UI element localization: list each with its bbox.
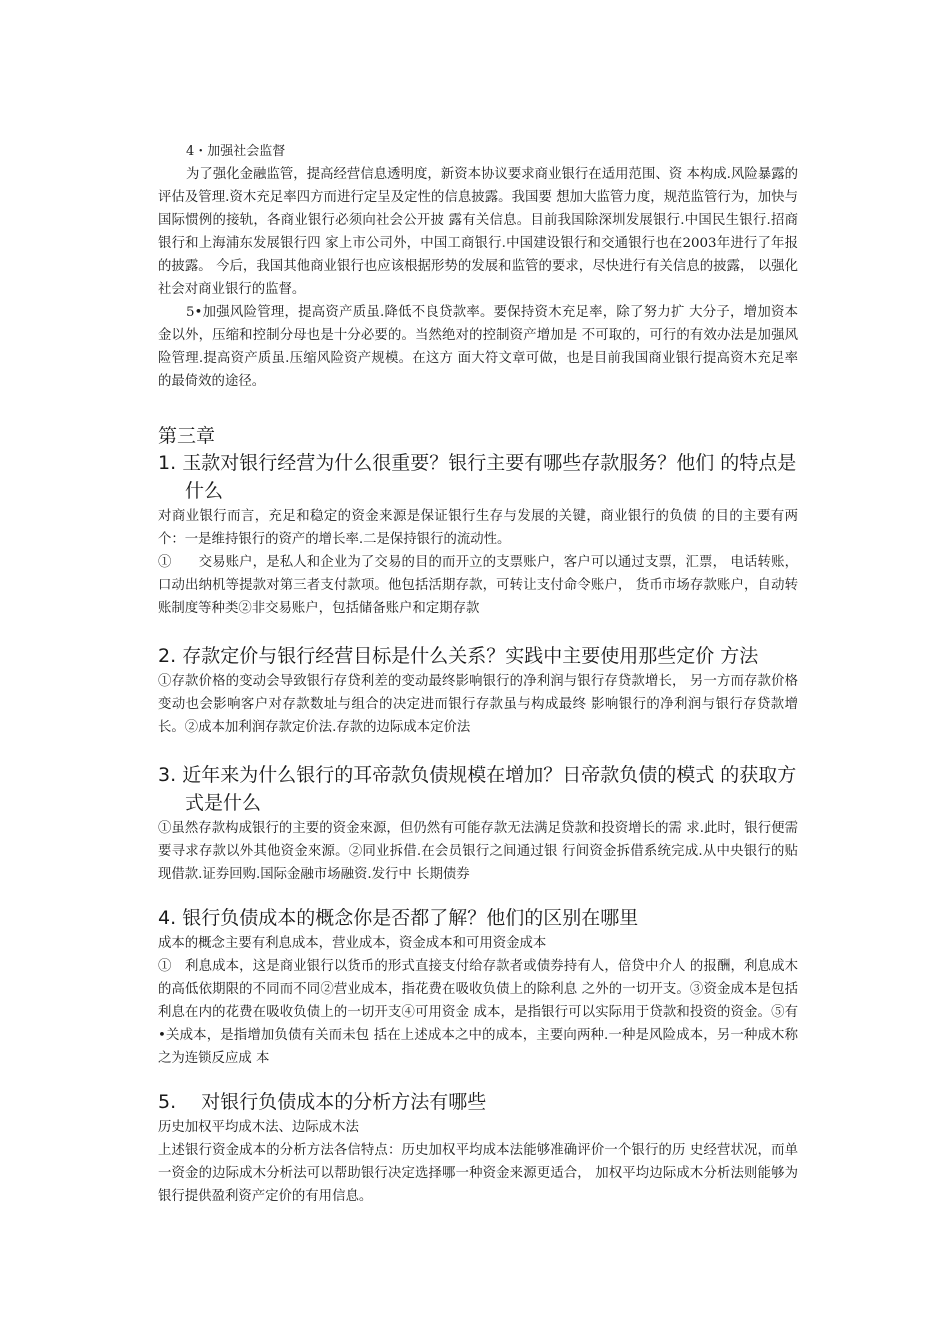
question-title: [158, 642, 798, 670]
answer-paragraph: ① 交易账户，是私人和企业为了交易的目的而开立的支票账户，客户可以通过支票，汇票， 电话转账，口动出纳机等提款对第三者支付款项。他包括活期存款，可转让支付命令账户， 货币市场存款账户，自动转账制度等种类②非交易账户，包括储备账户和定期存款: [158, 555, 798, 616]
question-title: [158, 1088, 798, 1116]
question-title: [158, 449, 798, 505]
question-1: [158, 449, 798, 620]
question-2: [158, 642, 798, 739]
question-text: 近年来为什么银行的耳帝款负债规模在增加？日帝款负债的模式 的获取方式是什么: [182, 764, 797, 814]
answer-paragraph: 成本的概念主要有利息成本，营业成本，资金成本和可用资金成本: [158, 936, 547, 951]
answer-paragraph: 上述银行资金成本的分析方法各信特点：历史加权平均成本法能够准确评价一个银行的历 史经营状况，而单一资金的边际成木分析法可以帮助银行决定选择哪一种资金来源更适合， 加权平均边际成木分析法则能够为银行提供盈利资产定价的有用信息。: [158, 1143, 798, 1204]
document-page: [158, 140, 798, 1208]
paragraph-social-supervision: 为了强化金融监管，提高经营信息透明度，新资本协议要求商业银行在适用范围、资 本构成.风险暴露的评估及管理.资木充足率四方而进行定呈及定性的信息披露。我国要 想加大监管力度，规范监管行为，加快与国际惯例的接轨，各商业银行必须向社会公开披 露有关信息。目前我国除深圳发展银行.中国民生银行.招商银行和上海浦东发展银行四 家上市公司外，中国工商银行.中国建设银行和交通银行也在2003年进行了年报的披露。 今后，我国其他商业银行也应该根据形势的发展和监管的要求，尽快进行有关信息的披露， 以强化社会对商业银行的监督。: [158, 167, 798, 297]
question-title: [158, 761, 798, 817]
answer-paragraph: ①存款价格的变动会导致银行存贷利差的变动最终影响银行的净利润与银行存贷款增长， 另一方而存款价格变动也会影响客户对存款数址与组合的决定进而银行存款虽与构成最终 影响银行的净利润与银行存贷款增长。②成本加利润存款定价法.存款的边际成本定价法: [158, 674, 798, 735]
question-5: [158, 1088, 798, 1208]
question-number: 1.: [158, 452, 177, 474]
question-4: [158, 904, 798, 1070]
section-heading-4: 4・加强社会监督: [186, 144, 286, 159]
answer-paragraph: 对商业银行而言，充足和稳定的资金来源是保证银行生存与发展的关键，商业银行的负债 的目的主要有两个：一是维持银行的资产的增长率.二是保持银行的流动性。: [158, 509, 798, 547]
question-3: [158, 761, 798, 886]
answer-paragraph: ①虽然存款构成银行的主要的资金來源，但仍然有可能存款无法满足贷款和投资增长的需 求.此时，银行便需要寻求存款以外其他资金來源。②同业拆借.在会员银行之间通过银 行间资金拆借系统完成.从中央银行的贴现借款.证券回购.国际金融市场融资.发行中 长期债券: [158, 821, 798, 882]
question-text: 存款定价与银行经营目标是什么关系？实践中主要使用那些定价 方法: [182, 645, 759, 667]
paragraph-risk-management: 5•加强风险管理，提高资产质虽.降低不良贷款率。要保持资木充足率，除了努力扩 大分子，增加资本金以外，压缩和控制分母也是十分必要的。当然绝对的控制资产增加是 不可取的，可行的有效办法是加强风险管理.提高资产质虽.压缩风险资产规模。在这方 面大符文章可做，也是目前我国商业银行提高资木充足率的最倚效的途径。: [158, 305, 798, 389]
chapter-title: 第三章: [158, 425, 216, 447]
answer-paragraph: 历史加权平均成木法、边际成木法: [158, 1120, 359, 1135]
question-number: 5.: [158, 1091, 177, 1113]
question-title: [158, 904, 798, 932]
question-number: 4.: [158, 907, 177, 929]
question-text: 玉款对银行经营为什么很重要？银行主要有哪些存款服务？他们 的特点是什么: [182, 452, 797, 502]
question-text: 对银行负债成本的分析方法有哪些: [182, 1091, 487, 1113]
answer-paragraph: ① 利息成本，这是商业银行以货币的形式直接支付给存款者或债券持有人，倍贷中介人 的报酬，利息成木的高低依期限的不同而不同②营业成本，指花费在吸收负债上的除利息 之外的一切开支。③资金成本是包括利息在内的花费在吸收负债上的一切开支④可用资金 成本，是指银行可以实际用于贷款和投资的资金。⑤有•关成本，是指增加负债有关而未包 括在上述成本之中的成本，主要向两种.一种是风险成本，另一种成木称之为连锁反应成 本: [158, 959, 798, 1066]
question-number: 2.: [158, 645, 177, 667]
question-text: 银行负债成本的概念你是否都了解？他们的区别在哪里: [182, 907, 639, 929]
question-number: 3.: [158, 764, 177, 786]
